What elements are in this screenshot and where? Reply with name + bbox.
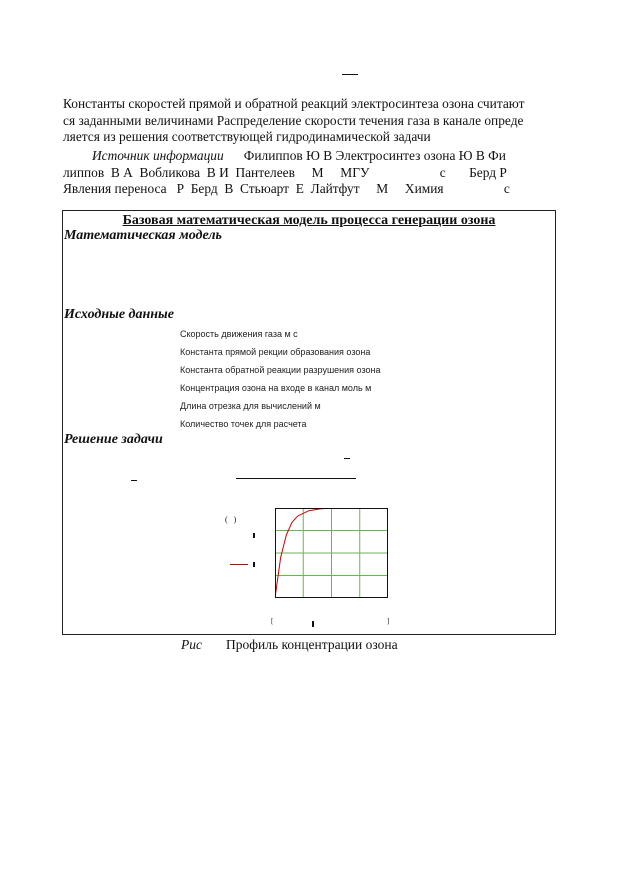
- axis-glyph: [253, 562, 255, 567]
- legend-line-marker: [230, 564, 248, 565]
- section-heading-input: Исходные данные: [64, 307, 174, 322]
- model-worksheet-box: [62, 210, 556, 635]
- concentration-profile-chart: [275, 508, 388, 598]
- caption-text: Профиль концентрации озона: [226, 637, 398, 652]
- sources-line: Филиппов Ю В Электросинтез озона Ю В Фи: [243, 148, 506, 163]
- header-dash: [342, 74, 358, 75]
- input-item: Константа прямой рекции образования озона: [180, 347, 371, 357]
- sources-first-line: [63, 148, 549, 165]
- paragraph-constants: [63, 96, 549, 146]
- chart-grid: [275, 508, 388, 598]
- paragraph-line: ся заданными величинами Распределение скорости течения газа в канале опреде: [63, 112, 524, 128]
- axis-glyph: ( ): [225, 515, 237, 524]
- paragraph-line: ляется из решения соответствующей гидродинамической задачи: [63, 129, 431, 144]
- paragraph-line: Константы скоростей прямой и обратной реакций электросинтеза озона считают: [63, 96, 525, 111]
- figure-caption: [181, 637, 398, 653]
- caption-label: Рис: [181, 637, 202, 652]
- formula-bar-mark: [344, 458, 350, 459]
- axis-glyph: [: [271, 617, 274, 625]
- axis-glyph: ]: [387, 617, 390, 625]
- section-heading-solution: Решение задачи: [64, 432, 163, 447]
- input-item: Скорость движения газа м с: [180, 329, 298, 339]
- input-item: Концентрация озона на входе в канал моль м: [180, 383, 372, 393]
- sources-line: липпов В А Вобликова В И Пантелеев М МГУ с Берд Р: [63, 164, 507, 180]
- section-heading-model: Математическая модель: [64, 228, 222, 243]
- input-item: Количество точек для расчета: [180, 419, 307, 429]
- fraction-bar: [236, 478, 356, 479]
- formula-bar-mark: [131, 480, 137, 481]
- worksheet-title: Базовая математическая модель процесса генерации озона: [122, 213, 496, 228]
- input-item: Длина отрезка для вычислений м: [180, 401, 321, 411]
- sources-label: Источник информации: [92, 148, 224, 163]
- paragraph-sources: [63, 148, 549, 198]
- axis-glyph: [312, 621, 314, 627]
- sources-line: Явления переноса Р Берд В Стьюарт Е Лайтфут М Химия с: [63, 181, 510, 196]
- axis-glyph: [253, 533, 255, 538]
- input-item: Константа обратной реакции разрушения озона: [180, 365, 381, 375]
